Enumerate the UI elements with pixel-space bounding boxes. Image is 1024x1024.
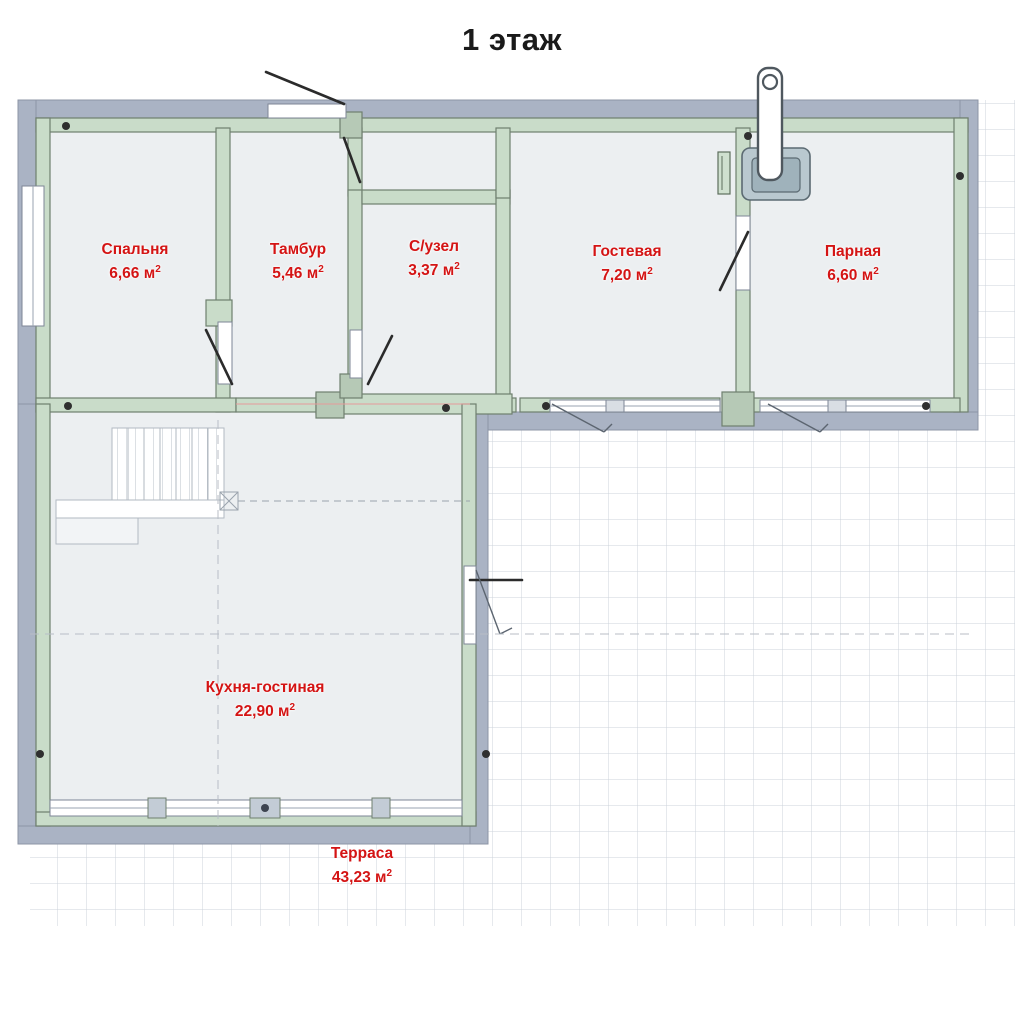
- room-label-parnaya: [825, 240, 881, 288]
- room-name: Спальня: [101, 241, 169, 258]
- room-area: 6,66 $м^2$: [109, 264, 161, 283]
- room-area: 3,37 $м^2$: [408, 261, 460, 280]
- room-name: Терраса: [330, 845, 394, 862]
- room-name: Кухня-гостиная: [205, 679, 325, 696]
- room-label-gostevaya: [592, 240, 661, 288]
- room-label-kuhnya-gostinaya: [206, 676, 325, 724]
- room-label-suzel: [408, 235, 460, 283]
- room-area: 6,60 $м^2$: [827, 266, 879, 285]
- room-name: Тамбур: [269, 241, 327, 258]
- room-label-terrasa: [331, 842, 393, 890]
- room-name: Парная: [824, 243, 882, 260]
- room-area: 7,20 $м^2$: [601, 266, 653, 285]
- room-name: С/узел: [409, 238, 459, 255]
- room-area: 43,23 $м^2$: [331, 868, 393, 887]
- room-label-spalnya: [102, 238, 169, 286]
- room-name: Гостевая: [592, 243, 662, 260]
- room-label-tambur: [270, 238, 326, 286]
- room-area: 5,46 $м^2$: [272, 264, 324, 283]
- room-area: 22,90 $м^2$: [234, 702, 296, 721]
- page-title: 1 этаж: [462, 22, 562, 57]
